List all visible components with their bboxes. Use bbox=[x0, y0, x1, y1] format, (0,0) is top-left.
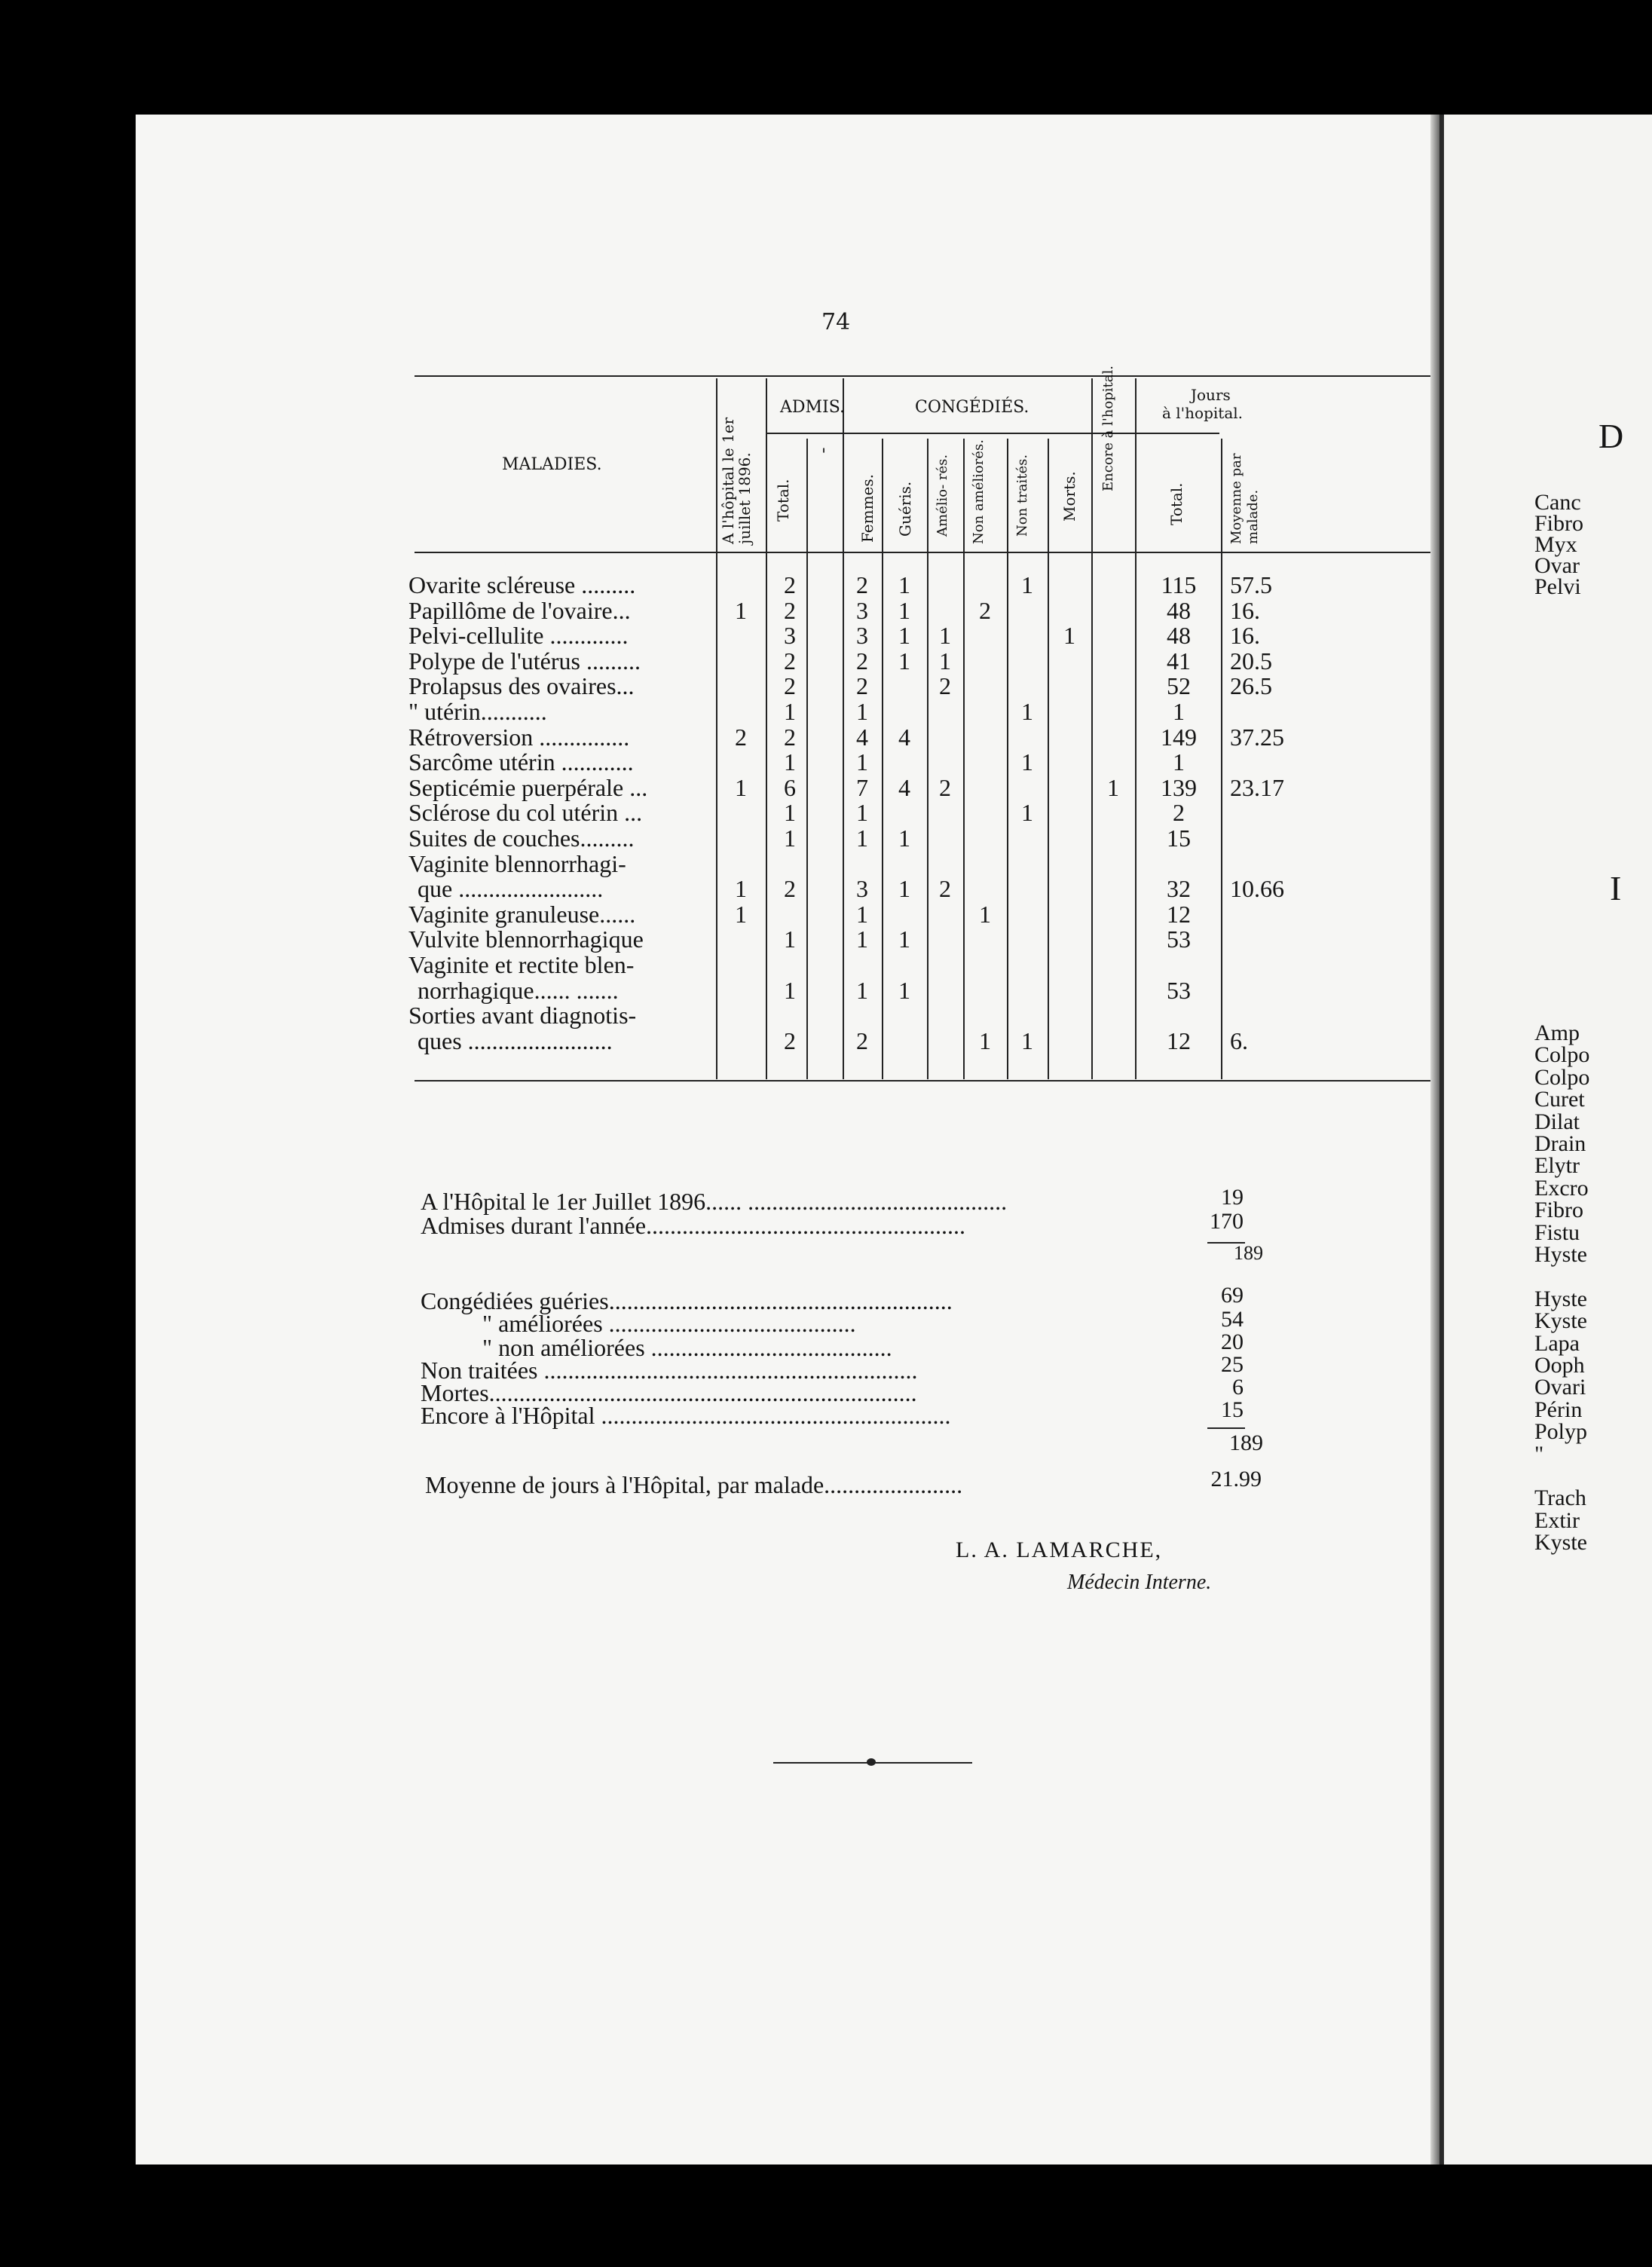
cell-a: 1 bbox=[939, 647, 951, 675]
table-row bbox=[136, 699, 1432, 724]
cell-t: 3 bbox=[784, 622, 796, 650]
cell-f: 4 bbox=[856, 723, 868, 751]
cell-m: 1 bbox=[1063, 622, 1075, 650]
signature-title: Médecin Interne. bbox=[1067, 1571, 1212, 1594]
document-page bbox=[136, 115, 1432, 2165]
header-encore: Encore à l'hopital. bbox=[1100, 366, 1116, 491]
cell-moyenne: 16. bbox=[1230, 622, 1260, 650]
facing-line: Kyste bbox=[1534, 1308, 1587, 1334]
summary-value-7: 6 bbox=[1232, 1375, 1244, 1400]
table-top-rule bbox=[415, 375, 1432, 377]
table-row bbox=[136, 773, 1432, 801]
disease-name: Vaginite et rectite blen- bbox=[408, 951, 635, 978]
table-row bbox=[136, 622, 1432, 650]
summary-total-1: 189 bbox=[1234, 1242, 1263, 1264]
cell-f: 7 bbox=[856, 773, 868, 801]
summary-value-8: 15 bbox=[1221, 1397, 1244, 1422]
header-admis-blank: ' bbox=[821, 446, 827, 465]
cell-h: 1 bbox=[735, 875, 747, 903]
summary-line-9: Moyenne de jours à l'Hôpital, par malade....................... bbox=[425, 1471, 963, 1498]
header-maladies: MALADIES. bbox=[502, 455, 602, 474]
facing-page bbox=[1439, 115, 1652, 2165]
summary-value-3: 69 bbox=[1221, 1283, 1244, 1308]
cell-jt: 15 bbox=[1167, 825, 1191, 852]
summary-value-9: 21.99 bbox=[1210, 1467, 1262, 1491]
cell-e: 1 bbox=[1107, 773, 1119, 801]
facing-line: Excro bbox=[1534, 1175, 1589, 1201]
disease-name: Vaginite granuleuse...... bbox=[408, 900, 636, 928]
facing-line: Ooph bbox=[1534, 1353, 1585, 1378]
cell-nt: 1 bbox=[1021, 698, 1033, 725]
facing-line: Drain bbox=[1534, 1131, 1586, 1156]
header-non-traites: Non traités. bbox=[1014, 454, 1030, 537]
facing-line: Fibro bbox=[1534, 511, 1584, 536]
table-row bbox=[136, 725, 1432, 749]
cell-g: 1 bbox=[898, 647, 910, 675]
cell-moyenne: 10.66 bbox=[1230, 875, 1284, 903]
facing-line: Hyste bbox=[1534, 1286, 1587, 1311]
cell-f: 1 bbox=[856, 799, 868, 827]
cell-jt: 2 bbox=[1173, 799, 1185, 827]
summary-line-1: A l'Hôpital le 1er Juillet 1896...... ........................................... bbox=[421, 1188, 1008, 1215]
facing-line: Pelvi bbox=[1534, 574, 1581, 599]
table-row bbox=[136, 849, 1432, 877]
header-admis: ADMIS. bbox=[780, 398, 846, 417]
summary-value-5: 20 bbox=[1221, 1329, 1244, 1354]
cell-t: 1 bbox=[784, 698, 796, 725]
disease-name: " utérin........... bbox=[408, 698, 547, 725]
summary-total-2: 189 bbox=[1229, 1430, 1263, 1455]
cell-a: 2 bbox=[939, 773, 951, 801]
cell-moyenne: 37.25 bbox=[1230, 723, 1284, 751]
disease-name: ques ........................ bbox=[418, 1026, 613, 1054]
cell-jt: 1 bbox=[1173, 698, 1185, 725]
cell-t: 1 bbox=[784, 976, 796, 1004]
cell-t: 1 bbox=[784, 748, 796, 776]
cell-t: 1 bbox=[784, 799, 796, 827]
cell-t: 2 bbox=[784, 672, 796, 700]
cell-t: 2 bbox=[784, 596, 796, 624]
admis-subrule bbox=[767, 433, 1219, 434]
cell-a: 1 bbox=[939, 622, 951, 650]
cell-jt: 48 bbox=[1167, 596, 1191, 624]
cell-f: 2 bbox=[856, 571, 868, 598]
facing-line: Lapa bbox=[1534, 1330, 1580, 1356]
facing-heading-2: I bbox=[1610, 869, 1622, 907]
table-row bbox=[136, 978, 1432, 1002]
facing-line: Polyp bbox=[1534, 1419, 1588, 1445]
summary-rule-2 bbox=[1207, 1427, 1245, 1429]
cell-f: 1 bbox=[856, 976, 868, 1004]
table-row bbox=[136, 1026, 1432, 1054]
table-row bbox=[136, 750, 1432, 774]
table-row bbox=[136, 953, 1432, 977]
cell-f: 3 bbox=[856, 596, 868, 624]
header-jours-total: Total. bbox=[1167, 482, 1185, 525]
disease-name: Prolapsus des ovaires... bbox=[408, 672, 635, 700]
header-moyenne: Moyenne par malade. bbox=[1228, 453, 1261, 544]
header-jours: Jours bbox=[1191, 386, 1231, 404]
facing-line: Curet bbox=[1534, 1087, 1585, 1112]
summary-line-8: Encore à l'Hôpital .......................................................... bbox=[421, 1402, 951, 1429]
summary-line-5: " non améliorées ........................................ bbox=[482, 1334, 892, 1361]
cell-t: 2 bbox=[784, 1026, 796, 1054]
facing-line: Ovari bbox=[1534, 1375, 1586, 1400]
disease-name: Sorties avant diagnotis- bbox=[408, 1002, 637, 1029]
cell-jt: 53 bbox=[1167, 925, 1191, 953]
cell-jt: 48 bbox=[1167, 622, 1191, 650]
facing-line: Fistu bbox=[1534, 1219, 1580, 1245]
cell-f: 1 bbox=[856, 698, 868, 725]
cell-h: 1 bbox=[735, 773, 747, 801]
cell-g: 1 bbox=[898, 875, 910, 903]
facing-line: Périn bbox=[1534, 1397, 1583, 1422]
facing-line: Fibro bbox=[1534, 1198, 1584, 1223]
cell-na: 1 bbox=[979, 900, 991, 928]
cell-g: 4 bbox=[898, 773, 910, 801]
facing-line: Myx bbox=[1534, 532, 1577, 557]
table-row bbox=[136, 598, 1432, 623]
facing-line: Colpo bbox=[1534, 1042, 1590, 1068]
cell-moyenne: 23.17 bbox=[1230, 773, 1284, 801]
cell-f: 1 bbox=[856, 900, 868, 928]
cell-nt: 1 bbox=[1021, 571, 1033, 598]
cell-nt: 1 bbox=[1021, 1026, 1033, 1054]
facing-line: " bbox=[1534, 1441, 1544, 1467]
cell-jt: 115 bbox=[1161, 571, 1197, 598]
disease-name: Vaginite blennorrhagi- bbox=[408, 849, 626, 877]
header-gueris: Guéris. bbox=[896, 481, 914, 537]
table-row bbox=[136, 1003, 1432, 1027]
cell-g: 1 bbox=[898, 596, 910, 624]
cell-f: 3 bbox=[856, 622, 868, 650]
table-row bbox=[136, 800, 1432, 825]
cell-jt: 1 bbox=[1173, 748, 1185, 776]
cell-na: 1 bbox=[979, 1026, 991, 1054]
cell-t: 6 bbox=[784, 773, 796, 801]
cell-jt: 149 bbox=[1161, 723, 1197, 751]
table-row bbox=[136, 649, 1432, 673]
header-admis-femmes: Femmes. bbox=[858, 473, 876, 543]
table-row bbox=[136, 573, 1432, 597]
table-header-rule bbox=[415, 552, 1432, 553]
cell-t: 2 bbox=[784, 647, 796, 675]
facing-line: Extir bbox=[1534, 1507, 1580, 1533]
signature-name: L. A. LAMARCHE, bbox=[956, 1537, 1163, 1562]
cell-g: 1 bbox=[898, 925, 910, 953]
cell-f: 3 bbox=[856, 875, 868, 903]
facing-line: Colpo bbox=[1534, 1064, 1590, 1090]
page-number: 74 bbox=[821, 309, 851, 335]
facing-heading: D bbox=[1598, 417, 1624, 455]
disease-name: Rétroversion ............... bbox=[408, 723, 630, 751]
cell-jt: 12 bbox=[1167, 1026, 1191, 1054]
cell-f: 2 bbox=[856, 647, 868, 675]
cell-jt: 12 bbox=[1167, 900, 1191, 928]
summary-line-2: Admises durant l'année..................................................... bbox=[421, 1212, 966, 1239]
disease-name: Ovarite scléreuse ......... bbox=[408, 571, 636, 598]
summary-value-6: 25 bbox=[1221, 1352, 1244, 1377]
cell-a: 2 bbox=[939, 672, 951, 700]
cell-nt: 1 bbox=[1021, 748, 1033, 776]
cell-t: 2 bbox=[784, 571, 796, 598]
cell-g: 1 bbox=[898, 622, 910, 650]
disease-name: Suites de couches......... bbox=[408, 825, 635, 852]
cell-g: 1 bbox=[898, 571, 910, 598]
header-admis-total: Total. bbox=[774, 479, 792, 522]
disease-name: Sarcôme utérin ............ bbox=[408, 748, 634, 776]
table-row bbox=[136, 877, 1432, 901]
header-ameliores: Amélio- rés. bbox=[935, 454, 950, 537]
summary-value-1: 19 bbox=[1221, 1185, 1244, 1210]
cell-moyenne: 16. bbox=[1230, 596, 1260, 624]
facing-line: Canc bbox=[1534, 490, 1581, 515]
facing-line: Kyste bbox=[1534, 1530, 1587, 1556]
cell-f: 1 bbox=[856, 748, 868, 776]
cell-f: 2 bbox=[856, 1026, 868, 1054]
disease-name: Septicémie puerpérale ... bbox=[408, 773, 648, 801]
cell-moyenne: 26.5 bbox=[1230, 672, 1272, 700]
disease-name: Sclérose du col utérin ... bbox=[408, 799, 643, 827]
summary-line-7: Mortes....................................................................... bbox=[421, 1379, 917, 1406]
facing-line: Elytr bbox=[1534, 1153, 1580, 1179]
table-bottom-rule bbox=[415, 1080, 1432, 1081]
cell-jt: 52 bbox=[1167, 672, 1191, 700]
cell-g: 4 bbox=[898, 723, 910, 751]
ornament-dot bbox=[867, 1758, 876, 1766]
disease-name: que ........................ bbox=[418, 875, 604, 903]
cell-a: 2 bbox=[939, 875, 951, 903]
summary-value-2: 170 bbox=[1210, 1209, 1244, 1234]
facing-line: Trach bbox=[1534, 1485, 1586, 1511]
summary-value-4: 54 bbox=[1221, 1307, 1244, 1332]
cell-jt: 139 bbox=[1161, 773, 1197, 801]
cell-moyenne: 57.5 bbox=[1230, 571, 1272, 598]
cell-h: 1 bbox=[735, 900, 747, 928]
cell-h: 1 bbox=[735, 596, 747, 624]
cell-f: 2 bbox=[856, 672, 868, 700]
cell-t: 1 bbox=[784, 825, 796, 852]
cell-h: 2 bbox=[735, 723, 747, 751]
cell-g: 1 bbox=[898, 976, 910, 1004]
table-row bbox=[136, 674, 1432, 698]
cell-na: 2 bbox=[979, 596, 991, 624]
cell-g: 1 bbox=[898, 825, 910, 852]
cell-jt: 41 bbox=[1167, 647, 1191, 675]
table-row bbox=[136, 927, 1432, 951]
summary-line-6: Non traitées .............................................................. bbox=[421, 1357, 918, 1384]
cell-jt: 53 bbox=[1167, 976, 1191, 1004]
cell-t: 2 bbox=[784, 875, 796, 903]
header-congedies: CONGÉDIÉS. bbox=[915, 398, 1029, 417]
cell-f: 1 bbox=[856, 825, 868, 852]
facing-line: Amp bbox=[1534, 1020, 1580, 1045]
summary-line-4: " améliorées ......................................... bbox=[482, 1310, 856, 1337]
cell-t: 2 bbox=[784, 723, 796, 751]
facing-line: Dilat bbox=[1534, 1109, 1580, 1134]
cell-moyenne: 6. bbox=[1230, 1026, 1248, 1054]
cell-f: 1 bbox=[856, 925, 868, 953]
table-row bbox=[136, 902, 1432, 926]
header-morts: Morts. bbox=[1060, 471, 1078, 522]
cell-jt: 32 bbox=[1167, 875, 1191, 903]
table-row bbox=[136, 826, 1432, 850]
cell-moyenne: 20.5 bbox=[1230, 647, 1272, 675]
header-non-ameliores: Non améliorés. bbox=[971, 439, 987, 544]
disease-name: Vulvite blennorrhagique bbox=[408, 925, 644, 953]
header-a-lhopital: à l'hopital. bbox=[1162, 404, 1244, 422]
disease-name: Papillôme de l'ovaire... bbox=[408, 596, 631, 624]
header-hopital-1896: A l'hôpital le 1er juillet 1896. bbox=[719, 417, 754, 544]
cell-nt: 1 bbox=[1021, 799, 1033, 827]
facing-line: Ovar bbox=[1534, 553, 1580, 578]
disease-name: norrhagique...... ....... bbox=[418, 976, 619, 1004]
cell-t: 1 bbox=[784, 925, 796, 953]
disease-name: Pelvi-cellulite ............. bbox=[408, 622, 629, 650]
disease-name: Polype de l'utérus ......... bbox=[408, 647, 641, 675]
summary-line-3: Congédiées guéries......................................................... bbox=[421, 1287, 953, 1314]
facing-line: Hyste bbox=[1534, 1242, 1587, 1267]
